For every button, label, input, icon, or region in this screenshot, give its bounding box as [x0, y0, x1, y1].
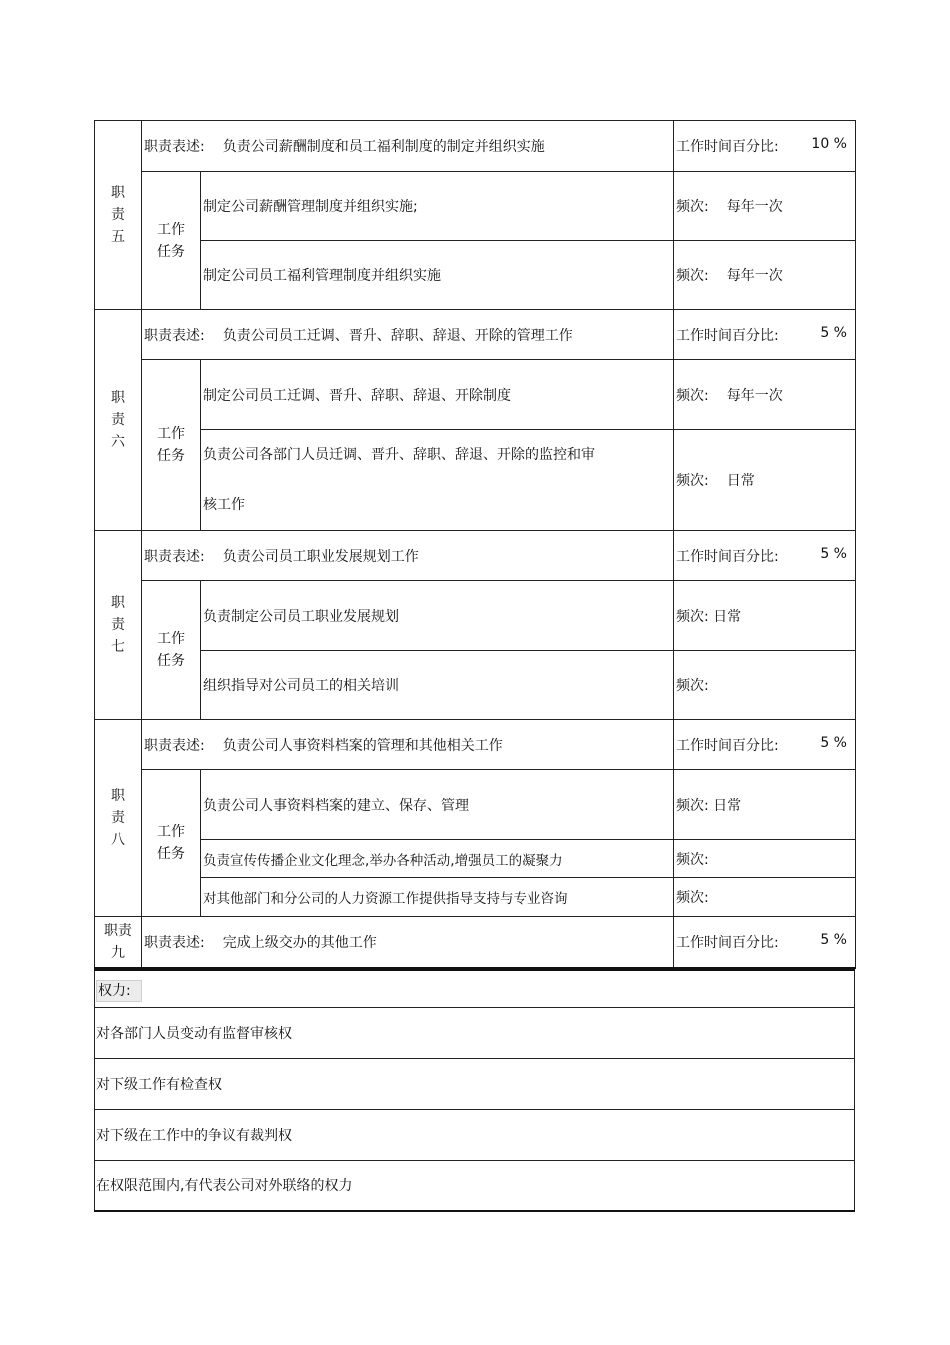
duty-description: 职责表述: 负责公司人事资料档案的管理和其他相关工作	[142, 720, 674, 770]
task-row	[95, 241, 856, 310]
task-frequency: 频次: 每年一次	[674, 172, 856, 241]
duty-name: 职 责 五	[95, 121, 142, 310]
task-frequency: 频次:	[674, 651, 856, 720]
duty-percent: 工作时间百分比: 5 %	[674, 720, 856, 770]
task-frequency: 频次:	[674, 840, 856, 878]
task-text: 负责宣传传播企业文化理念,举办各种活动,增强员工的凝聚力	[201, 840, 674, 878]
duty-percent: 工作时间百分比: 10 %	[674, 121, 856, 172]
duty-percent: 工作时间百分比: 5 %	[674, 531, 856, 581]
task-row	[95, 840, 856, 878]
task-frequency: 频次: 日常	[674, 770, 856, 840]
power-item: 在权限范围内,有代表公司对外联络的权力	[95, 1161, 855, 1211]
task-group-label: 工作 任务	[142, 770, 201, 917]
powers-table	[94, 969, 855, 1212]
task-text: 负责公司各部门人员迁调、晋升、辞职、辞退、开除的监控和审 核工作	[201, 430, 674, 531]
job-description-document	[94, 120, 855, 1212]
duty-name: 职 责 六	[95, 310, 142, 531]
task-row	[95, 878, 856, 917]
duty-row-description	[95, 121, 856, 172]
duty-description: 职责表述: 完成上级交办的其他工作	[142, 917, 674, 968]
power-item: 对下级工作有检查权	[95, 1059, 855, 1110]
task-group-label: 工作 任务	[142, 172, 201, 310]
task-text: 负责制定公司员工职业发展规划	[201, 581, 674, 651]
powers-heading: 权力:	[96, 980, 142, 1002]
duty-percent: 工作时间百分比: 5 %	[674, 917, 856, 968]
task-row	[95, 360, 856, 430]
duty-description: 职责表述: 负责公司员工职业发展规划工作	[142, 531, 674, 581]
task-text: 制定公司员工福利管理制度并组织实施	[201, 241, 674, 310]
duty-description: 职责表述: 负责公司员工迁调、晋升、辞职、辞退、开除的管理工作	[142, 310, 674, 360]
task-text: 制定公司薪酬管理制度并组织实施;	[201, 172, 674, 241]
task-row	[95, 172, 856, 241]
task-row	[95, 581, 856, 651]
task-text: 组织指导对公司员工的相关培训	[201, 651, 674, 720]
task-group-label: 工作 任务	[142, 581, 201, 720]
power-item: 对下级在工作中的争议有裁判权	[95, 1110, 855, 1161]
duty-row-description	[95, 531, 856, 581]
task-frequency: 频次: 日常	[674, 581, 856, 651]
duty-name: 职 责 七	[95, 531, 142, 720]
duty-percent: 工作时间百分比: 5 %	[674, 310, 856, 360]
duty-row-description	[95, 917, 856, 968]
task-frequency: 频次:	[674, 878, 856, 917]
duty-name: 职 责 八	[95, 720, 142, 917]
duties-table	[94, 120, 856, 969]
duty-name: 职责 九	[95, 917, 142, 968]
task-group-label: 工作 任务	[142, 360, 201, 531]
duty-row-description	[95, 310, 856, 360]
task-text: 制定公司员工迁调、晋升、辞职、辞退、开除制度	[201, 360, 674, 430]
task-frequency: 频次: 每年一次	[674, 241, 856, 310]
powers-heading-row	[95, 970, 855, 1008]
task-frequency: 频次: 每年一次	[674, 360, 856, 430]
duty-description: 职责表述: 负责公司薪酬制度和员工福利制度的制定并组织实施	[142, 121, 674, 172]
task-text: 对其他部门和分公司的人力资源工作提供指导支持与专业咨询	[201, 878, 674, 917]
task-row	[95, 651, 856, 720]
power-item: 对各部门人员变动有监督审核权	[95, 1008, 855, 1059]
task-text: 负责公司人事资料档案的建立、保存、管理	[201, 770, 674, 840]
task-frequency: 频次: 日常	[674, 430, 856, 531]
task-row	[95, 770, 856, 840]
duty-row-description	[95, 720, 856, 770]
task-row	[95, 430, 856, 531]
